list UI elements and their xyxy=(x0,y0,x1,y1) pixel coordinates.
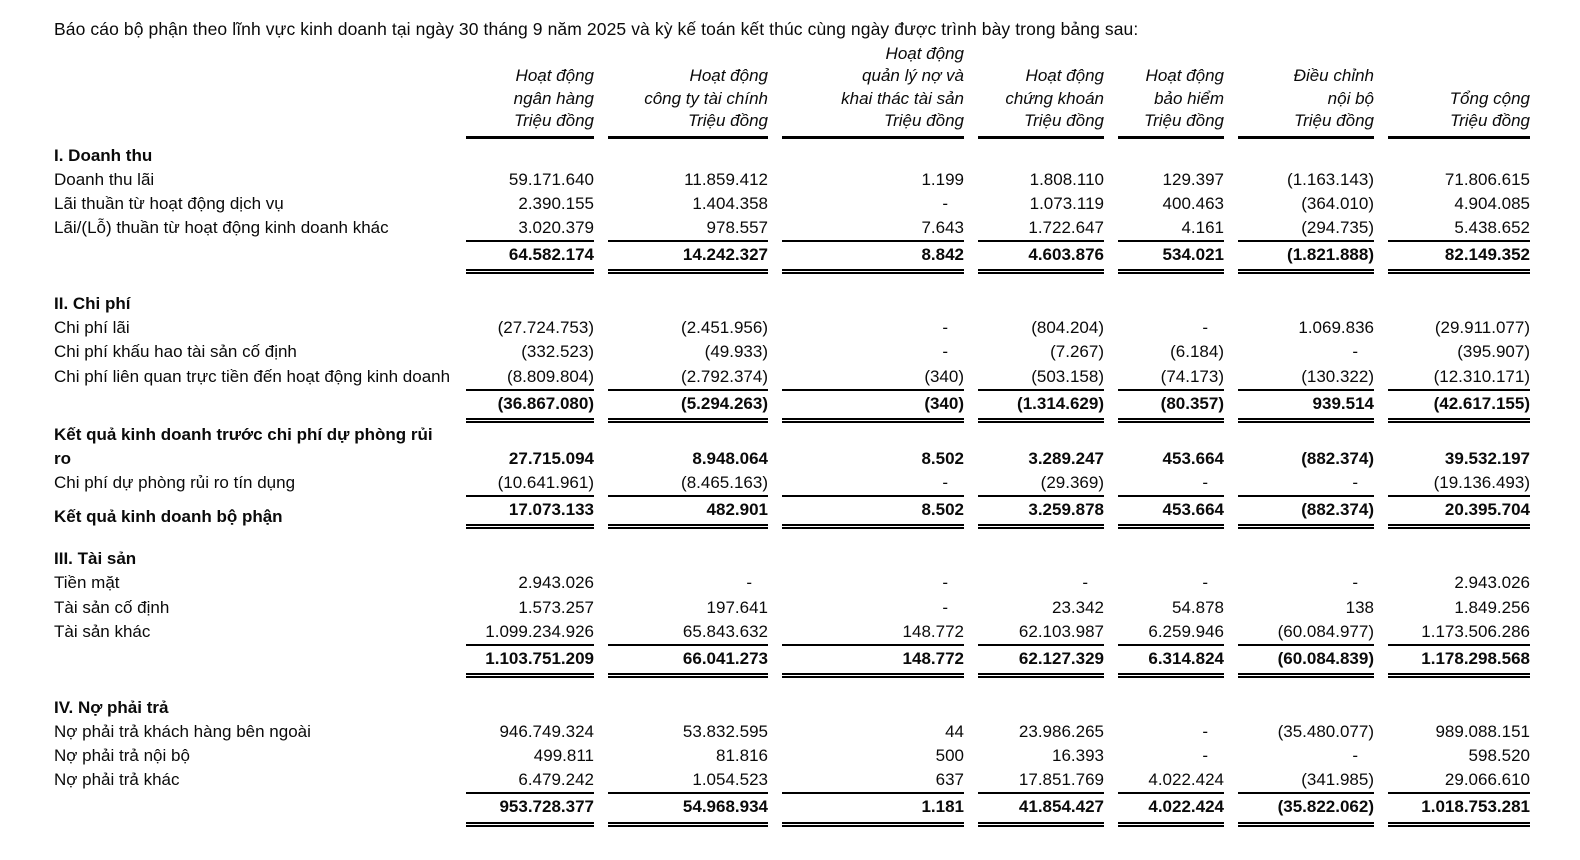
value-cell: 482.901 xyxy=(608,495,768,529)
column-header-line: bảo hiểm xyxy=(1154,88,1224,108)
value-cell: 27.715.094 xyxy=(508,448,594,468)
row-label: Tài sản cố định xyxy=(54,597,170,617)
value-cell: 598.520 xyxy=(1468,746,1530,766)
table-row xyxy=(54,423,1530,471)
value-cell: (80.357) xyxy=(1118,389,1224,423)
value-cell: 2.943.026 xyxy=(1454,573,1530,593)
row-label: Chi phí liên quan trực tiền đến hoạt động kinh doanh xyxy=(54,366,451,386)
value-cell: - xyxy=(1352,746,1358,766)
value-cell: 44 xyxy=(945,722,964,741)
value-cell: 1.099.234.926 xyxy=(485,621,594,641)
column-header-line: Hoạt động xyxy=(885,43,964,63)
column-header-line: Triệu đồng xyxy=(1293,111,1374,131)
value-cell: (395.907) xyxy=(1457,342,1530,362)
column-header-row xyxy=(54,43,1530,139)
column-header-line: Triệu đồng xyxy=(883,111,964,131)
row-label: Kết quả kinh doanh bộ phận xyxy=(54,507,283,527)
row-label xyxy=(54,644,452,678)
value-cell: 197.641 xyxy=(706,597,768,617)
value-cell: 1.173.506.286 xyxy=(1421,621,1530,641)
value-cell: 953.728.377 xyxy=(466,792,594,826)
row-label: Tiền mặt xyxy=(54,573,120,593)
row-label: Nợ phải trả khách hàng bên ngoài xyxy=(54,722,311,741)
value-cell: (29.369) xyxy=(1040,473,1104,492)
column-header-line: quản lý nợ và xyxy=(862,66,964,86)
value-cell: - xyxy=(942,573,948,593)
value-cell: 6.479.242 xyxy=(518,770,594,790)
value-cell: 453.664 xyxy=(1162,448,1224,468)
value-cell: (340) xyxy=(782,389,964,423)
value-cell: 3.289.247 xyxy=(1028,448,1104,468)
value-cell: 29.066.610 xyxy=(1444,770,1530,790)
spacer-cell xyxy=(54,529,1530,542)
value-cell: - xyxy=(1202,722,1208,741)
spacer-cell xyxy=(54,274,1530,287)
value-cell: 1.018.753.281 xyxy=(1388,792,1530,826)
value-cell: (8.809.804) xyxy=(507,366,594,386)
value-cell: 1.181 xyxy=(782,792,964,826)
row-label: Lãi thuần từ hoạt động dịch vụ xyxy=(54,193,284,213)
section-header-row xyxy=(54,287,1530,316)
value-cell: 81.816 xyxy=(716,746,768,766)
section-label: II. Chi phí xyxy=(54,294,131,314)
row-label xyxy=(54,389,452,423)
column-header-line: nội bộ xyxy=(1327,88,1374,108)
value-cell: 4.161 xyxy=(1181,217,1224,237)
column-header-line: chứng khoán xyxy=(1005,88,1104,108)
table-row xyxy=(54,316,1530,340)
value-cell: (294.735) xyxy=(1301,217,1374,237)
total-row xyxy=(54,389,1530,423)
value-cell: 8.502 xyxy=(921,448,964,468)
value-cell: (130.322) xyxy=(1301,366,1374,386)
value-cell: (2.451.956) xyxy=(681,318,768,338)
value-cell: (882.374) xyxy=(1301,448,1374,468)
value-cell: (19.136.493) xyxy=(1433,473,1530,492)
value-cell: (1.163.143) xyxy=(1287,169,1374,189)
value-cell: 978.557 xyxy=(706,217,768,237)
value-cell: 54.878 xyxy=(1172,597,1224,617)
value-cell: 6.259.946 xyxy=(1148,621,1224,641)
value-cell: 5.438.652 xyxy=(1454,217,1530,237)
spacer-row xyxy=(54,678,1530,691)
total-row xyxy=(54,240,1530,274)
section-header-row xyxy=(54,691,1530,720)
value-cell: - xyxy=(746,573,752,593)
value-cell: (60.084.839) xyxy=(1238,644,1374,678)
value-cell: 59.171.640 xyxy=(508,169,594,189)
column-header-securities xyxy=(978,43,1104,139)
row-label: Doanh thu lãi xyxy=(54,169,155,189)
section-header-row xyxy=(54,542,1530,571)
value-cell: (29.911.077) xyxy=(1434,318,1530,338)
value-cell: 148.772 xyxy=(782,644,964,678)
value-cell: 23.986.265 xyxy=(1018,722,1104,741)
value-cell: 1.404.358 xyxy=(692,193,768,213)
spacer-row xyxy=(54,529,1530,542)
value-cell: 499.811 xyxy=(533,746,594,766)
value-cell: (2.792.374) xyxy=(681,366,768,386)
column-header-line: ngân hàng xyxy=(513,88,594,108)
value-cell: 8.502 xyxy=(782,495,964,529)
value-cell: - xyxy=(942,342,948,362)
value-cell: (1.821.888) xyxy=(1238,240,1374,274)
total-row xyxy=(54,644,1530,678)
value-cell: (503.158) xyxy=(1031,366,1104,386)
value-cell: (341.985) xyxy=(1301,770,1374,790)
row-label xyxy=(54,240,452,274)
column-header-banking xyxy=(466,43,594,139)
table-row xyxy=(54,744,1530,768)
value-cell: - xyxy=(1202,746,1208,766)
row-label: Chi phí lãi xyxy=(54,318,130,338)
value-cell: 2.390.155 xyxy=(518,193,594,213)
value-cell: 64.582.174 xyxy=(466,240,594,274)
value-cell: 6.314.824 xyxy=(1118,644,1224,678)
spacer-row xyxy=(54,274,1530,287)
column-header-line: Điều chỉnh xyxy=(1293,66,1374,86)
column-header-insurance xyxy=(1118,43,1224,139)
row-label xyxy=(54,792,452,826)
row-label: Chi phí khấu hao tài sản cố định xyxy=(54,342,297,362)
value-cell: (42.617.155) xyxy=(1388,389,1530,423)
value-cell: 1.199 xyxy=(921,169,964,189)
table-row xyxy=(54,596,1530,620)
value-cell: (332.523) xyxy=(521,342,594,362)
value-cell: 637 xyxy=(935,770,964,790)
table-row xyxy=(54,216,1530,240)
value-cell: 148.772 xyxy=(902,621,964,641)
value-cell: 939.514 xyxy=(1238,389,1374,423)
value-cell: (804.204) xyxy=(1031,318,1104,338)
value-cell: (49.933) xyxy=(704,342,768,362)
value-cell: 3.259.878 xyxy=(978,495,1104,529)
column-header-line: công ty tài chính xyxy=(644,88,768,108)
value-cell: 14.242.327 xyxy=(608,240,768,274)
value-cell: (60.084.977) xyxy=(1277,621,1374,641)
value-cell: 1.849.256 xyxy=(1454,597,1530,617)
value-cell: 17.073.133 xyxy=(466,495,594,529)
column-header-internal-adjust xyxy=(1238,43,1374,139)
value-cell: (1.314.629) xyxy=(978,389,1104,423)
row-label: Chi phí dự phòng rủi ro tín dụng xyxy=(54,473,296,492)
spacer-cell xyxy=(54,678,1530,691)
value-cell: (10.641.961) xyxy=(497,473,594,492)
column-header-line: Triệu đồng xyxy=(1143,111,1224,131)
value-cell: 946.749.324 xyxy=(499,722,594,741)
segment-report-table xyxy=(40,43,1544,827)
report-title: Báo cáo bộ phận theo lĩnh vực kinh doanh tại ngày 30 tháng 9 năm 2025 và kỳ kế toán kết thúc cùng ngày được trình bày trong bảng sau: xyxy=(54,19,1139,39)
value-cell: 17.851.769 xyxy=(1018,770,1104,790)
table-row xyxy=(54,168,1530,192)
value-cell: 53.832.595 xyxy=(682,722,768,741)
value-cell: 1.722.647 xyxy=(1028,217,1104,237)
value-cell: - xyxy=(1202,473,1208,492)
value-cell: 16.393 xyxy=(1052,746,1104,766)
table-header xyxy=(54,43,1530,139)
value-cell: (74.173) xyxy=(1160,366,1224,386)
value-cell: (6.184) xyxy=(1170,342,1224,362)
table-row xyxy=(54,720,1530,744)
value-cell: 23.342 xyxy=(1052,597,1104,617)
column-header-total xyxy=(1388,43,1530,139)
value-cell: 534.021 xyxy=(1118,240,1224,274)
column-header-debt-asset-mgmt xyxy=(782,43,964,139)
value-cell: - xyxy=(942,597,948,617)
value-cell: 2.943.026 xyxy=(518,573,594,593)
value-cell: 11.859.412 xyxy=(684,169,768,189)
value-cell: (364.010) xyxy=(1301,193,1374,213)
value-cell: 20.395.704 xyxy=(1388,495,1530,529)
table-row xyxy=(54,471,1530,495)
value-cell: 41.854.427 xyxy=(978,792,1104,826)
column-header-line: Hoạt động xyxy=(1025,66,1104,86)
table-row xyxy=(54,192,1530,216)
value-cell: 500 xyxy=(935,746,964,766)
value-cell: 1.073.119 xyxy=(1029,193,1104,213)
row-label-column-header xyxy=(54,43,452,139)
table-row xyxy=(54,620,1530,644)
column-header-line: Triệu đồng xyxy=(687,111,768,131)
column-header-line: Tổng cộng xyxy=(1449,88,1530,108)
row-label: Lãi/(Lỗ) thuần từ hoạt động kinh doanh khác xyxy=(54,217,389,237)
row-label: Nợ phải trả nội bộ xyxy=(54,746,190,766)
value-cell: 989.088.151 xyxy=(1435,722,1530,741)
value-cell: - xyxy=(1352,342,1358,362)
section-label: III. Tài sản xyxy=(54,549,137,569)
value-cell: - xyxy=(942,193,948,213)
table-row xyxy=(54,768,1530,792)
value-cell: (35.480.077) xyxy=(1277,722,1374,741)
value-cell: 1.573.257 xyxy=(518,597,594,617)
value-cell: 62.127.329 xyxy=(978,644,1104,678)
value-cell: - xyxy=(1202,573,1208,593)
value-cell: 4.022.424 xyxy=(1118,792,1224,826)
value-cell: 129.397 xyxy=(1162,169,1224,189)
value-cell: 453.664 xyxy=(1118,495,1224,529)
column-header-line: Hoạt động xyxy=(1145,66,1224,86)
value-cell: 1.054.523 xyxy=(692,770,768,790)
section-label: IV. Nợ phải trả xyxy=(54,697,169,717)
column-header-line: Hoạt động xyxy=(515,66,594,86)
value-cell: 4.022.424 xyxy=(1148,770,1224,790)
column-header-line: Triệu đồng xyxy=(513,111,594,131)
table-row xyxy=(54,365,1530,389)
column-header-line: Triệu đồng xyxy=(1449,111,1530,131)
value-cell: (36.867.080) xyxy=(466,389,594,423)
total-row xyxy=(54,495,1530,529)
value-cell: 8.948.064 xyxy=(692,448,768,468)
value-cell: (27.724.753) xyxy=(497,318,594,338)
value-cell: 1.069.836 xyxy=(1298,318,1374,338)
column-header-line: Triệu đồng xyxy=(1023,111,1104,131)
row-label: Tài sản khác xyxy=(54,621,151,641)
value-cell: - xyxy=(1202,318,1208,338)
total-row xyxy=(54,792,1530,826)
value-cell: 400.463 xyxy=(1162,193,1224,213)
value-cell: (882.374) xyxy=(1238,495,1374,529)
value-cell: 71.806.615 xyxy=(1444,169,1530,189)
value-cell: 82.149.352 xyxy=(1388,240,1530,274)
section-header-row xyxy=(54,139,1530,168)
value-cell: (12.310.171) xyxy=(1433,366,1530,386)
value-cell: 4.603.876 xyxy=(978,240,1104,274)
value-cell: (5.294.263) xyxy=(608,389,768,423)
value-cell: 8.842 xyxy=(782,240,964,274)
value-cell: 54.968.934 xyxy=(608,792,768,826)
value-cell: - xyxy=(1082,573,1088,593)
column-header-line: Hoạt động xyxy=(689,66,768,86)
value-cell: (8.465.163) xyxy=(681,473,768,492)
value-cell: 7.643 xyxy=(921,217,964,237)
value-cell: (7.267) xyxy=(1050,342,1104,362)
value-cell: 65.843.632 xyxy=(682,621,768,641)
value-cell: 1.103.751.209 xyxy=(466,644,594,678)
row-label: Nợ phải trả khác xyxy=(54,770,180,790)
value-cell: (340) xyxy=(924,366,964,386)
value-cell: - xyxy=(1352,473,1358,492)
value-cell: 1.808.110 xyxy=(1029,169,1104,189)
value-cell: - xyxy=(1352,573,1358,593)
value-cell: 1.178.298.568 xyxy=(1388,644,1530,678)
value-cell: 138 xyxy=(1345,597,1374,617)
value-cell: - xyxy=(942,318,948,338)
value-cell: - xyxy=(942,473,948,492)
table-row xyxy=(54,571,1530,595)
table-row xyxy=(54,340,1530,364)
value-cell: 39.532.197 xyxy=(1444,448,1530,468)
value-cell: 4.904.085 xyxy=(1454,193,1530,213)
value-cell: 62.103.987 xyxy=(1018,621,1104,641)
value-cell: 66.041.273 xyxy=(608,644,768,678)
value-cell: 3.020.379 xyxy=(518,217,594,237)
column-header-finance-company xyxy=(608,43,768,139)
row-label: Kết quả kinh doanh trước chi phí dự phòng rủi ro xyxy=(54,424,433,468)
value-cell: (35.822.062) xyxy=(1238,792,1374,826)
table-body xyxy=(54,139,1530,827)
section-label: I. Doanh thu xyxy=(54,145,153,165)
column-header-line: khai thác tài sản xyxy=(841,88,964,108)
